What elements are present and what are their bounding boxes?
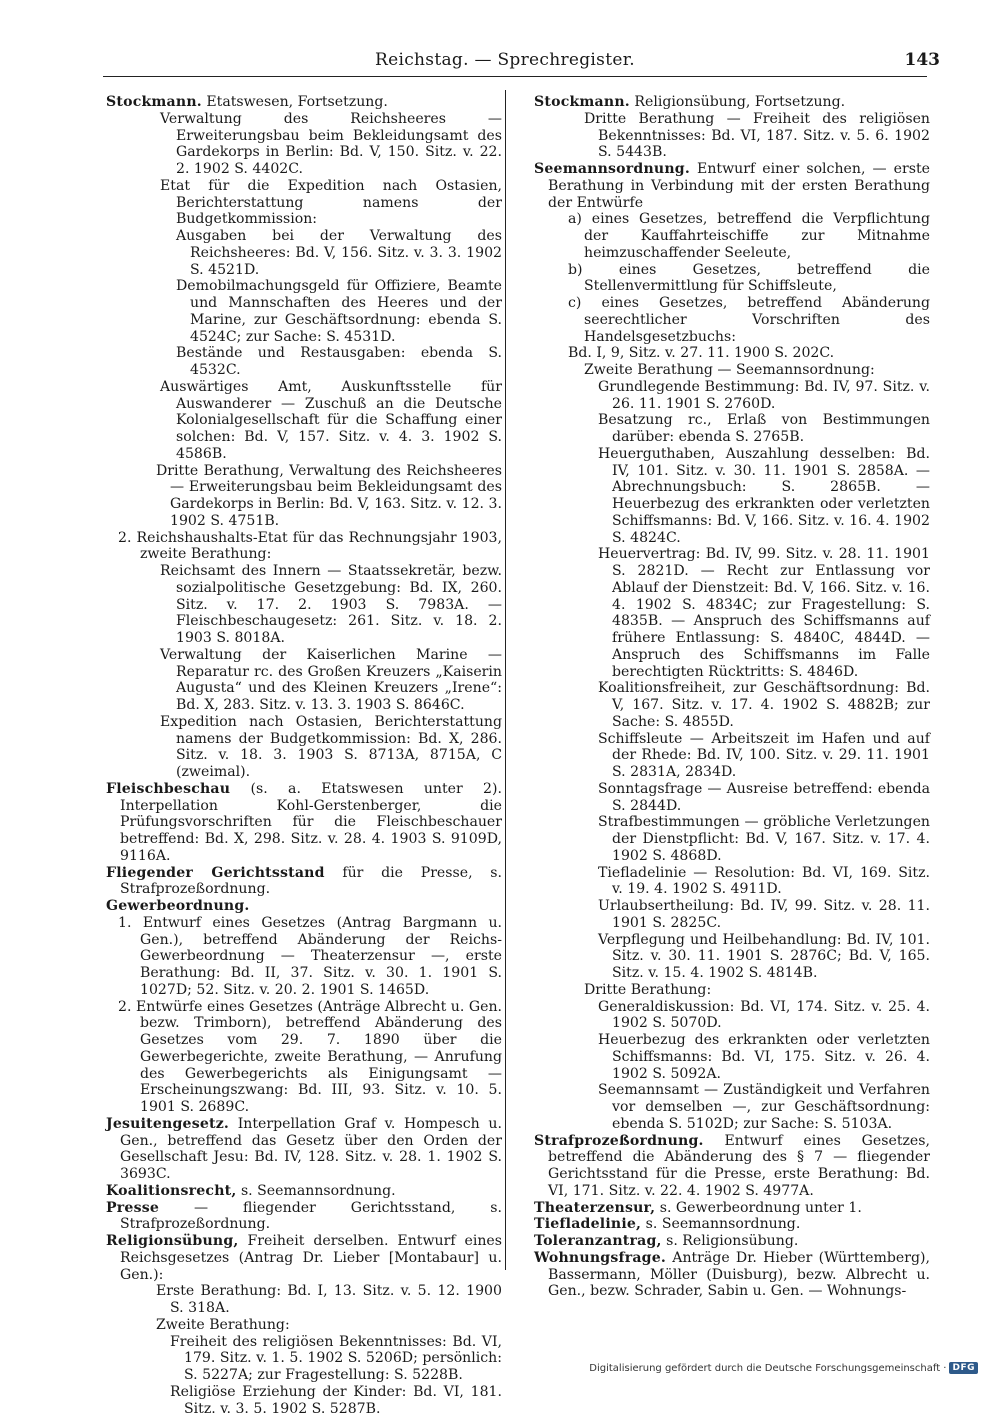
entry-text: Heuerbezug des erkrankten oder verletzten Schiffsmanns: Bd. VI, 175. Sitz. v. 26. 4. 1902 S. 5092A. <box>598 1032 930 1082</box>
index-subentry <box>106 345 502 379</box>
entry-text: 2. Entwürfe eines Gesetzes (Anträge Albrecht u. Gen. bezw. Trimborn), betreffend Abänderung des Gesetzes vom 29. 7. 1890 über die Gewerbegerichte, zweite Berathung, — Anrufung des Gewerbegerichts als Einigungsamt — Erscheinungszwang: Bd. III, 93. Sitz. v. 10. 5. 1901 S. 2689C. <box>118 998 502 1115</box>
entry-text: Heuervertrag: Bd. IV, 99. Sitz. v. 28. 11. 1901 S. 2821D. — Recht zur Entlassung vor Ablauf der Dienstzeit: Bd. V, 166. Sitz. v. 16. 4. 1902 S. 4834C; zur Fragestellung: S. 4835B. — Anspruch des Schiffsmanns auf frühere Entlassung: S. 4840C, 4844D. — Anspruch des Schiffsmanns im Falle berechtigten Rücktritts: S. 4846D. <box>598 546 930 680</box>
entry-headword: Tiefladelinie, <box>534 1216 642 1233</box>
entry-text: s. Gewerbeordnung unter 1. <box>655 1199 862 1216</box>
index-subentry <box>106 1334 502 1384</box>
index-subentry <box>534 932 930 982</box>
entry-text: Heuerguthaben, Auszahlung desselben: Bd. IV, 101. Sitz. v. 30. 11. 1901 S. 2858A. — Abrechnungsbuch: S. 2865B. — Heuerbezug des erkrankten oder verletzten Schiffsmanns: Bd. V, 166. Sitz. v. 16. 4. 1902 S. 4824C. <box>598 445 930 546</box>
entry-text: Religionsübung, Fortsetzung. <box>629 94 846 110</box>
entry-text: Bestände und Restausgaben: ebenda S. 4532C. <box>176 345 502 378</box>
index-subentry <box>534 295 930 345</box>
index-entry <box>106 781 502 865</box>
index-subentry <box>534 865 930 899</box>
index-subentry <box>534 680 930 730</box>
index-entry <box>106 1183 502 1200</box>
page-header <box>70 50 940 76</box>
entry-text: Entwurf einer solchen, — erste Berathung in Verbindung mit der ersten Berathung der Entwürfe <box>548 161 930 211</box>
entry-headword: Gewerbeordnung. <box>106 898 250 914</box>
footer <box>589 1360 978 1376</box>
index-subentry <box>534 379 930 413</box>
index-subentry <box>106 178 502 228</box>
entry-text: Demobilmachungsgeld für Offiziere, Beamte und Mannschaften des Heeres und der Marine, zur Geschäftsordnung: ebenda S. 4524C; zur Sache: S. 4531D. <box>176 278 502 345</box>
index-subentry <box>106 228 502 278</box>
index-subentry <box>106 915 502 999</box>
entry-headword: Koalitionsrecht, <box>106 1182 237 1199</box>
entry-text: Etatswesen, Fortsetzung. <box>201 94 388 110</box>
entry-text: Verpflegung und Heilbehandlung: Bd. IV, 101. Sitz. v. 30. 11. 1901 S. 2876C; Bd. V, 165. Sitz. v. 15. 4. 1902 S. 4814B. <box>598 931 930 981</box>
entry-text: s. Seemannsordnung. <box>236 1182 396 1199</box>
entry-text: Freiheit des religiösen Bekenntnisses: Bd. VI, 179. Sitz. v. 1. 5. 1902 S. 5206D; persönlich: S. 5227A; zur Fragestellung: S. 5228B. <box>170 1333 502 1383</box>
index-subentry <box>534 211 930 261</box>
index-subentry <box>106 463 502 530</box>
entry-text: a) eines Gesetzes, betreffend die Verpflichtung der Kauffahrteischiffe zur Mitnahme heimzuschaffender Seeleute, <box>568 211 930 261</box>
index-subentry <box>534 412 930 446</box>
entry-text: Verwaltung der Kaiserlichen Marine — Reparatur rc. des Großen Kreuzers „Kaiserin Augusta“ und des Kleinen Kreuzers „Irene“: Bd. X, 283. Sitz. v. 13. 3. 1903 S. 8646C. <box>160 646 502 713</box>
entry-text: 2. Reichshaushalts-Etat für das Rechnungsjahr 1903, zweite Berathung: <box>118 529 502 563</box>
index-entry <box>106 898 502 915</box>
index-entry <box>534 1233 930 1250</box>
entry-text: Schiffsleute — Arbeitszeit im Hafen und auf der Rhede: Bd. IV, 100. Sitz. v. 29. 11. 1901 S. 2831A, 2834D. <box>598 730 930 780</box>
entry-text: Freiheit derselben. Entwurf eines Reichsgesetzes (Antrag Dr. Lieber [Montabaur] u. Gen.): <box>120 1233 502 1283</box>
header-rule <box>103 76 927 77</box>
index-entry <box>534 1133 930 1200</box>
entry-headword: Religionsübung, <box>106 1233 239 1249</box>
entry-headword: Presse <box>106 1199 160 1216</box>
index-subentry <box>106 647 502 714</box>
entry-text: Anträge Dr. Hieber (Württemberg), Bassermann, Möller (Duisburg), bezw. Albrecht u. Gen., bezw. Schrader, Sabin u. Gen. — Wohnungs- <box>548 1249 930 1300</box>
entry-headword: Stockmann. <box>534 94 630 110</box>
index-subentry <box>534 546 930 680</box>
index-entry <box>534 94 930 111</box>
entry-text: Religiöse Erziehung der Kinder: Bd. VI, 181. Sitz. v. 3. 5. 1902 S. 5287B. <box>170 1383 502 1417</box>
entry-text: Sonntagsfrage — Ausreise betreffend: ebenda S. 2844D. <box>598 780 930 814</box>
entry-text: Besatzung rc., Erlaß von Bestimmungen darüber: ebenda S. 2765B. <box>598 412 930 445</box>
index-subentry <box>534 781 930 815</box>
entry-headword: Jesuitengesetz. <box>106 1115 230 1132</box>
index-entry <box>534 161 930 211</box>
funding-notice: Digitalisierung gefördert durch die Deutsche Forschungsgemeinschaft · <box>589 1362 947 1374</box>
index-subentry <box>534 111 930 161</box>
dfg-logo: DFG <box>949 1362 978 1374</box>
entry-text: für die Presse, s. Strafprozeßordnung. <box>120 864 502 898</box>
entry-text: Erste Berathung: Bd. I, 13. Sitz. v. 5. 12. 1900 S. 318A. <box>156 1283 502 1316</box>
entry-text: Zweite Berathung: <box>156 1316 290 1333</box>
entry-text: Tiefladelinie — Resolution: Bd. VI, 169. Sitz. v. 19. 4. 1902 S. 4911D. <box>598 864 930 898</box>
entry-text: Entwurf eines Gesetzes, betreffend die Abänderung des § 7 — fliegender Gerichtsstand für die Presse, erste Berathung: Bd. VI, 171. Sitz. v. 22. 4. 1902 S. 4977A. <box>548 1132 930 1199</box>
index-subentry <box>106 1283 502 1317</box>
index-subentry <box>534 446 930 547</box>
index-subentry <box>534 262 930 296</box>
entry-headword: Strafprozeßordnung. <box>534 1132 704 1149</box>
index-subentry <box>106 563 502 647</box>
entry-headword: Seemannsordnung. <box>534 161 690 177</box>
index-subentry <box>534 362 930 379</box>
entry-text: Dritte Berathung: <box>584 981 712 998</box>
entry-text: Dritte Berathung — Freiheit des religiösen Bekenntnisses: Bd. VI, 187. Sitz. v. 5. 6. 1902 S. 5443B. <box>584 110 930 161</box>
entry-text: s. Religionsübung. <box>661 1233 799 1249</box>
entry-headword: Toleranzantrag, <box>534 1233 662 1249</box>
entry-text: (s. a. Etatswesen unter 2). Interpellation Kohl-Gerstenberger, die Prüfungsvorschriften für die Fleischbeschauer betreffend: Bd. X, 298. Sitz. v. 28. 4. 1903 S. 9109D, 9116A. <box>120 780 502 864</box>
index-entry <box>534 1250 930 1300</box>
index-subentry <box>106 999 502 1116</box>
entry-text: — fliegender Gerichtsstand, s. Strafprozeßordnung. <box>120 1199 502 1233</box>
entry-text: Zweite Berathung — Seemannsordnung: <box>584 362 875 378</box>
index-entry <box>106 94 502 111</box>
index-subentry <box>534 345 930 362</box>
index-entry <box>534 1200 930 1217</box>
entry-text: 1. Entwurf eines Gesetzes (Antrag Bargmann u. Gen.), betreffend Abänderung der Reichs-Gewerbeordnung — Theaterzensur —, erste Berathung: Bd. II, 37. Sitz. v. 30. 1. 1901 S. 1027D; 52. Sitz. v. 20. 2. 1901 S. 1465D. <box>118 914 502 998</box>
entry-text: Strafbestimmungen — gröbliche Verletzungen der Dienstpflicht: Bd. V, 167. Sitz. v. 17. 4. 1902 S. 4868D. <box>598 814 930 864</box>
index-subentry <box>106 379 502 463</box>
index-subentry <box>534 898 930 932</box>
entry-text: Seemannsamt — Zuständigkeit und Verfahren vor demselben —, zur Geschäftsordnung: ebenda S. 5102D; zur Sache: S. 5103A. <box>598 1082 930 1132</box>
entry-headword: Fliegender Gerichtsstand <box>106 864 325 881</box>
entry-text: s. Seemannsordnung. <box>641 1216 801 1233</box>
index-subentry <box>534 999 930 1033</box>
entry-text: Urlaubsertheilung: Bd. IV, 99. Sitz. v. 28. 11. 1901 S. 2825C. <box>598 898 930 931</box>
entry-text: Verwaltung des Reichsheeres — Erweiterungsbau beim Bekleidungsamt des Gardekorps in Berlin: Bd. V, 150. Sitz. v. 22. 2. 1902 S. 4402C. <box>160 110 502 177</box>
right-column <box>534 94 930 1300</box>
index-entry <box>106 1200 502 1234</box>
index-subentry <box>534 1032 930 1082</box>
entry-text: Dritte Berathung, Verwaltung des Reichsheeres — Erweiterungsbau beim Bekleidungsamt des Gardekorps in Berlin: Bd. V, 163. Sitz. v. 12. 3. 1902 S. 4751B. <box>156 462 502 529</box>
entry-text: Generaldiskussion: Bd. VI, 174. Sitz. v. 25. 4. 1902 S. 5070D. <box>598 998 930 1032</box>
index-entry <box>534 1216 930 1233</box>
index-entry <box>106 865 502 899</box>
index-subentry <box>534 731 930 781</box>
running-title: Reichstag. — Sprechregister. <box>375 50 635 70</box>
entry-text: Etat für die Expedition nach Ostasien, Berichterstattung namens der Budgetkommission: <box>160 177 502 228</box>
index-entry <box>106 1116 502 1183</box>
index-subentry <box>106 278 502 345</box>
index-subentry <box>534 1082 930 1132</box>
left-column <box>106 94 502 1417</box>
index-subentry <box>106 1317 502 1334</box>
entry-text: Auswärtiges Amt, Auskunftsstelle für Auswanderer — Zuschuß an die Deutsche Kolonialgesellschaft für die Schaffung einer solchen: Bd. V, 157. Sitz. v. 4. 3. 1902 S. 4586B. <box>160 378 502 462</box>
index-subentry <box>106 714 502 781</box>
entry-headword: Fleischbeschau <box>106 780 231 797</box>
entry-text: Koalitionsfreiheit, zur Geschäftsordnung: Bd. V, 167. Sitz. v. 17. 4. 1902 S. 4882B; zur Sache: S. 4855D. <box>598 680 930 730</box>
entry-text: Bd. I, 9, Sitz. v. 27. 11. 1900 S. 202C. <box>568 345 835 362</box>
entry-text: Ausgaben bei der Verwaltung des Reichsheeres: Bd. V, 156. Sitz. v. 3. 3. 1902 S. 4521D. <box>176 228 502 278</box>
entry-text: Reichsamt des Innern — Staatssekretär, bezw. sozialpolitische Gesetzgebung: Bd. IX, 260. Sitz. v. 17. 2. 1903 S. 7983A. — Fleischbeschaugesetz: 261. Sitz. v. 18. 2. 1903 S. 8018A. <box>160 563 502 646</box>
entry-text: c) eines Gesetzes, betreffend Abänderung seerechtlicher Vorschriften des Handelsgesetzbuchs: <box>568 295 930 345</box>
index-subentry <box>106 111 502 178</box>
entry-text: Interpellation Graf v. Hompesch u. Gen., betreffend das Gesetz über den Orden der Gesellschaft Jesu: Bd. IV, 128. Sitz. v. 28. 1. 1902 S. 3693C. <box>120 1115 502 1182</box>
index-subentry <box>534 814 930 864</box>
index-subentry <box>534 982 930 999</box>
column-divider <box>505 90 506 1270</box>
entry-text: Expedition nach Ostasien, Berichterstattung namens der Budgetkommission: Bd. X, 286. Sitz. v. 18. 3. 1903 S. 8713A, 8715A, C (zweimal). <box>160 713 502 780</box>
entry-text: Grundlegende Bestimmung: Bd. IV, 97. Sitz. v. 26. 11. 1901 S. 2760D. <box>598 378 930 412</box>
entry-headword: Wohnungsfrage. <box>534 1249 667 1266</box>
entry-headword: Theaterzensur, <box>534 1199 656 1216</box>
index-subentry <box>106 530 502 564</box>
entry-headword: Stockmann. <box>106 94 202 110</box>
entry-text: b) eines Gesetzes, betreffend die Stellenvermittlung für Schiffsleute, <box>568 261 930 295</box>
index-subentry <box>106 1384 502 1417</box>
page-number: 143 <box>904 50 940 70</box>
index-entry <box>106 1233 502 1283</box>
